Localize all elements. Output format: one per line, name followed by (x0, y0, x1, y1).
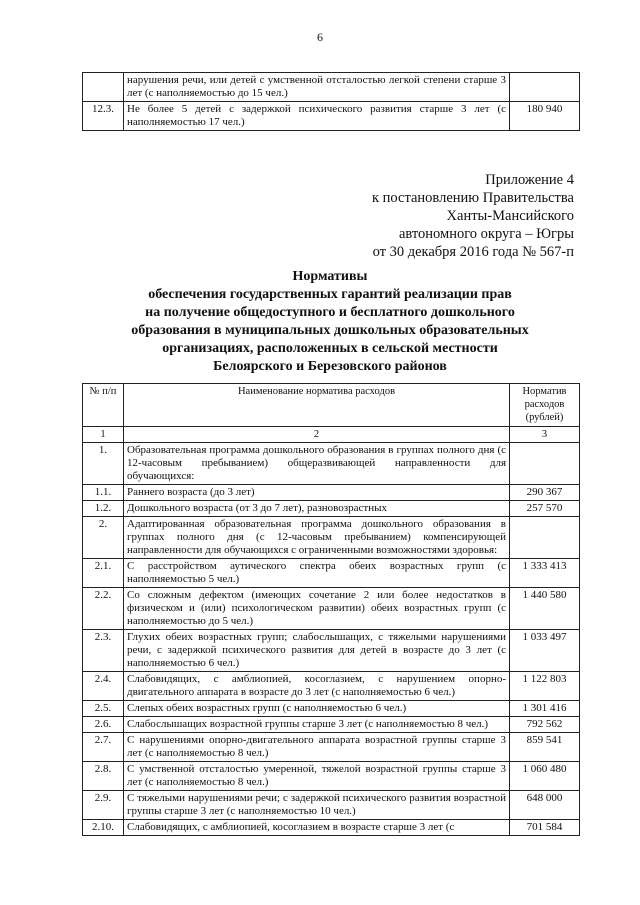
row-description: Раннего возраста (до 3 лет) (124, 485, 510, 501)
norms-table (82, 383, 580, 836)
row-description: Не более 5 детей с задержкой психического развития старше 3 лет (с наполняемостью 17 чел.) (124, 102, 510, 131)
row-description: С расстройством аутического спектра обеих возрастных групп (с наполняемостью 5 чел.) (124, 559, 510, 588)
index-3: 3 (510, 427, 580, 443)
row-number: 2.4. (83, 672, 124, 701)
appendix-line: Приложение 4 (485, 172, 574, 188)
row-description: Слепых обеих возрастных групп (с наполняемостью 6 чел.) (124, 701, 510, 717)
title-line: на получение общедоступного и бесплатного дошкольного (145, 305, 515, 320)
appendix-line: автономного округа – Югры (398, 226, 574, 242)
header-value: Норматив расходов (рублей) (510, 384, 580, 427)
row-number: 2.8. (83, 762, 124, 791)
row-number: 2.7. (83, 733, 124, 762)
table-row (83, 733, 580, 762)
row-value: 257 570 (510, 501, 580, 517)
row-value: 1 122 803 (510, 672, 580, 701)
row-value: 1 060 480 (510, 762, 580, 791)
row-number: 2.6. (83, 717, 124, 733)
header-name: Наименование норматива расходов (124, 384, 510, 427)
title-line: образования в муниципальных дошкольных образовательных (131, 323, 529, 338)
table-index-row (83, 427, 580, 443)
row-description: Слабовидящих, с амблиопией, косоглазием, с нарушением опорно-двигательного аппарата в возрасте до 3 лет (с наполняемостью 6 чел.) (124, 672, 510, 701)
table-row (83, 672, 580, 701)
row-description: Образовательная программа дошкольного образования в группах полного дня (с 12-часовым пребыванием) общеразвивающей направленности для обучающихся: (124, 443, 510, 485)
row-description: Со сложным дефектом (имеющих сочетание 2 или более недостатков в физическом и (или) психологическом развитии) обеих возрастных групп (с наполняемостью до 5 чел.) (124, 588, 510, 630)
row-value: 1 033 497 (510, 630, 580, 672)
row-value: 1 333 413 (510, 559, 580, 588)
table-row (83, 517, 580, 559)
row-number: 1.1. (83, 485, 124, 501)
row-number (83, 73, 124, 102)
table-row (83, 559, 580, 588)
row-value: 1 440 580 (510, 588, 580, 630)
appendix-block (372, 171, 574, 261)
row-value: 859 541 (510, 733, 580, 762)
table-row (83, 701, 580, 717)
row-number: 1. (83, 443, 124, 485)
table-row (83, 820, 580, 836)
row-number: 12.3. (83, 102, 124, 131)
table-row (83, 791, 580, 820)
row-value (510, 517, 580, 559)
appendix-line: Ханты-Мансийского (446, 208, 574, 224)
row-value: 792 562 (510, 717, 580, 733)
row-number: 2. (83, 517, 124, 559)
table-row (83, 501, 580, 517)
row-description: Дошкольного возраста (от 3 до 7 лет), разновозрастных (124, 501, 510, 517)
row-value (510, 73, 580, 102)
title-line: организациях, расположенных в сельской местности (162, 341, 498, 356)
title-line: Белоярского и Березовского районов (213, 359, 447, 374)
row-number: 2.10. (83, 820, 124, 836)
row-description: нарушения речи, или детей с умственной отсталостью легкой степени старше 3 лет (с наполняемостью до 15 чел.) (124, 73, 510, 102)
row-value: 648 000 (510, 791, 580, 820)
appendix-line: от 30 декабря 2016 года № 567-п (372, 244, 574, 260)
document-title (60, 268, 600, 376)
table-row (83, 443, 580, 485)
row-value: 701 584 (510, 820, 580, 836)
row-number: 2.2. (83, 588, 124, 630)
row-description: С нарушениями опорно-двигательного аппарата возрастной группы старше 3 лет (с наполняемостью 8 чел.) (124, 733, 510, 762)
row-value: 180 940 (510, 102, 580, 131)
table-header-row (83, 384, 580, 427)
row-number: 2.3. (83, 630, 124, 672)
row-description: Слабовидящих, с амблиопией, косоглазием в возрасте старше 3 лет (с (124, 820, 510, 836)
row-value (510, 443, 580, 485)
row-number: 2.5. (83, 701, 124, 717)
row-description: Глухих обеих возрастных групп; слабослышащих, с тяжелыми нарушениями речи, с задержкой психического развития для детей в возрасте до 3 лет (с наполняемостью 6 чел.) (124, 630, 510, 672)
table-row (83, 588, 580, 630)
index-1: 1 (83, 427, 124, 443)
table-row (83, 102, 580, 131)
table-row (83, 717, 580, 733)
index-2: 2 (124, 427, 510, 443)
table-row (83, 762, 580, 791)
row-number: 2.1. (83, 559, 124, 588)
row-description: Адаптированная образовательная программа дошкольного образования в группах полного дня (с 12-часовым пребыванием) компенсирующей направленности для обучающихся с ограниченными возможностями здоровья: (124, 517, 510, 559)
row-value: 1 301 416 (510, 701, 580, 717)
continued-table (82, 72, 580, 131)
title-line: обеспечения государственных гарантий реализации прав (148, 287, 512, 302)
table-row (83, 630, 580, 672)
row-number: 1.2. (83, 501, 124, 517)
row-number: 2.9. (83, 791, 124, 820)
header-num: № п/п (83, 384, 124, 427)
page-number: 6 (317, 30, 323, 44)
title-line: Нормативы (292, 269, 368, 284)
appendix-line: к постановлению Правительства (372, 190, 574, 206)
row-value: 290 367 (510, 485, 580, 501)
row-description: С тяжелыми нарушениями речи; с задержкой психического развития возрастной группы старше 3 лет (с наполняемостью 10 чел.) (124, 791, 510, 820)
row-description: С умственной отсталостью умеренной, тяжелой возрастной группы старше 3 лет (с наполняемостью 8 чел.) (124, 762, 510, 791)
table-row (83, 73, 580, 102)
table-row (83, 485, 580, 501)
row-description: Слабослышащих возрастной группы старше 3 лет (с наполняемостью 8 чел.) (124, 717, 510, 733)
